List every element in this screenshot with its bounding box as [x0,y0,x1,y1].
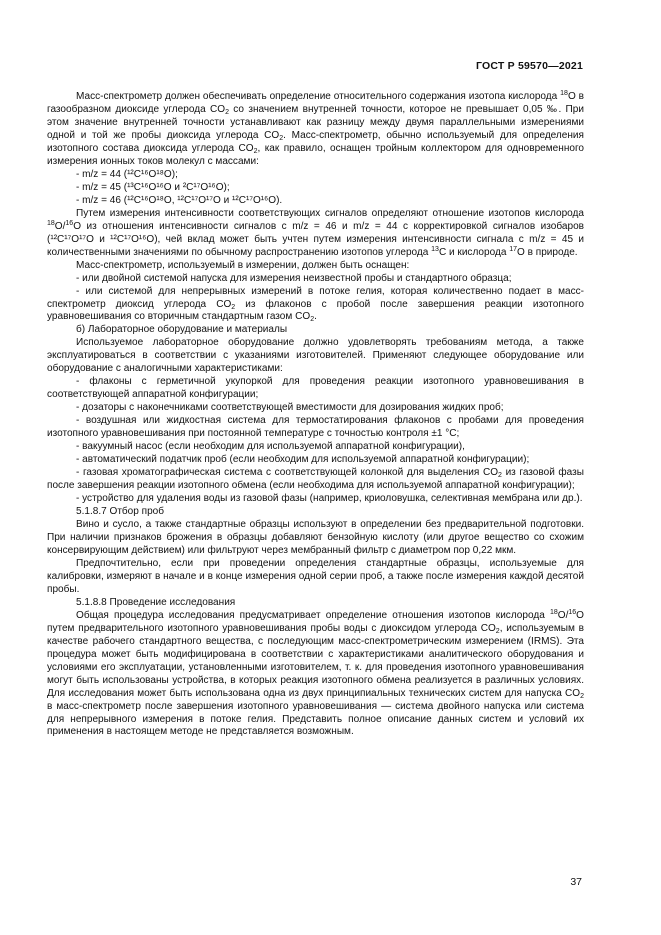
section-heading-lab-equipment: б) Лабораторное оборудование и материалы [76,324,288,336]
lab-list-item: - флаконы с герметичной укупоркой для проведения реакции изотопного уравновешивания в соответствующей аппаратной конфигурации; [47,376,584,401]
mass-list-item: - m/z = 44 (¹²C¹⁶O¹⁸O); [76,168,178,180]
document-id: ГОСТ Р 59570—2021 [475,60,583,72]
equip-list-item: - или системой для непрерывных измерений в потоке гелия, которая количественно подает в масс-спектрометр диоксид углерода $CO_2$ из флаконов с пробой после завершения реакции изотопного уравновешивания со вторичным стандартным газом $CO_2$. [47,285,584,324]
lab-list-item: - дозаторы с наконечниками соответствующей вместимости для дозирования жидких проб; [76,402,504,414]
paragraph-sampling: Вино и сусло, а также стандартные образцы используют в определении без предварительной подготовки. При наличии признаков брожения в образцы добавляют бензойную кислоту (или другое вещество со схожим консервирующим действием) или фильтруют через мембранный фильтр с диаметром пор 0,22 мкм. [47,518,584,556]
section-heading-procedure: 5.1.8.8 Проведение исследования [76,596,236,608]
mass-list-item: - m/z = 45 (¹³C¹⁶O¹⁶O и ²C¹⁷O¹⁶O); [76,181,230,193]
lab-list-item: - газовая хроматографическая система с соответствующей колонкой для выделения $CO_2$ из газовой фазы после завершения реакции изотопного обмена (если необходима для используемой аппаратной конфигурации); [47,467,584,492]
paragraph-isotope-ratio: Путем измерения интенсивности соответствующих сигналов определяют отношение изотопов кислорода $^{18}$O/$^{16}$O из отношения интенсивности сигналов с m/z = 46 и m/z = 44 с корректировкой сигналов изобаров (¹²C¹⁷O¹⁷O и ¹²C¹⁷O¹⁶O), чей вклад может быть учтен путем измерения интенсивности сигнала с m/z = 45 и количественными значениями по обычному распространению изотопов углерода $^{13}$C и кислорода $^{17}$O в природе. [47,207,584,258]
mass-list-item: - m/z = 46 (¹²C¹⁶O¹⁸O, ¹²C¹⁷O¹⁷O и ¹²C¹⁷O¹⁶O). [76,194,283,206]
lab-list-item: - вакуумный насос (если необходим для используемой аппаратной конфигурации), [76,441,465,453]
equip-list-item: - или двойной системой напуска для измерения неизвестной пробы и стандартного образца; [76,272,512,284]
page-number: 37 [570,876,582,888]
paragraph-calibration: Предпочтительно, если при проведении определения стандартные образцы, используемые для калибровки, измеряют в начале и в конце измерения одной серии проб, а также после измерения каждой десятой пробы. [47,557,584,595]
section-heading-sampling: 5.1.8.7 Отбор проб [76,506,165,517]
paragraph-procedure: Общая процедура исследования предусматривает определение отношения изотопов кислорода $^{18}$O/$^{16}$O путем предварительного изотопного уравновешивания пробы воды с диоксидом углерода $CO_2$, используемым в качестве рабочего стандартного вещества, с последующим масс-спектрометрическим измерением (IRMS). Эта процедура может быть модифицирована в соответствии с характеристиками аналитического оборудования и условиями его эксплуатации, установленными изготовителем, т. к. для проведения изотопного уравновешивания могут быть использованы устройства, в которых реакция изотопного обмена реализуется в различных условиях. Для исследования может быть использована одна из двух принципиальных технических систем для напуска $CO_2$ в масс-спектрометр после завершения изотопного уравновешивания — система двойного напуска или система для непрерывного измерения в потоке гелия. Представить полное описание данных систем и условий их применения в настоящем методе не представляется возможным. [47,609,584,738]
page-body [47,91,584,739]
lab-list-item: - автоматический податчик проб (если необходим для используемой аппаратной конфигурации); [76,454,530,466]
paragraph-lab-equipment: Используемое лабораторное оборудование должно удовлетворять требованиям метода, а также эксплуатироваться в соответствии с указаниями изготовителей. Применяют следующее оборудование или оборудование с аналогичными характеристиками: [47,337,584,375]
lab-list-item: - воздушная или жидкостная система для термостатирования флаконов с пробами для проведения изотопного уравновешивания при постоянной температуре с точностью контроля ±1 °C; [47,415,584,440]
lab-list-item: - устройство для удаления воды из газовой фазы (например, криоловушка, селективная мембрана или др.). [76,493,583,505]
paragraph-equipped: Масс-спектрометр, используемый в измерении, должен быть оснащен: [76,259,410,271]
paragraph-mass-spec-requirements: Масс-спектрометр должен обеспечивать определение относительного содержания изотопа кислорода $^{18}$O в газообразном диоксиде углерода $CO_2$ со значением внутренней точности, которое не превышает 0,05 ‰. При этом значение внутренней точности устанавливают как разницу между двумя параллельными измерениями одной и той же пробы диоксида углерода $CO_2$. Масс-спектрометр, обычно используемый для определения изотопного состава диоксида углерода $CO_2$, как правило, оснащен тройным коллектором для одновременного измерения ионных токов молекул с массами: [47,90,585,167]
